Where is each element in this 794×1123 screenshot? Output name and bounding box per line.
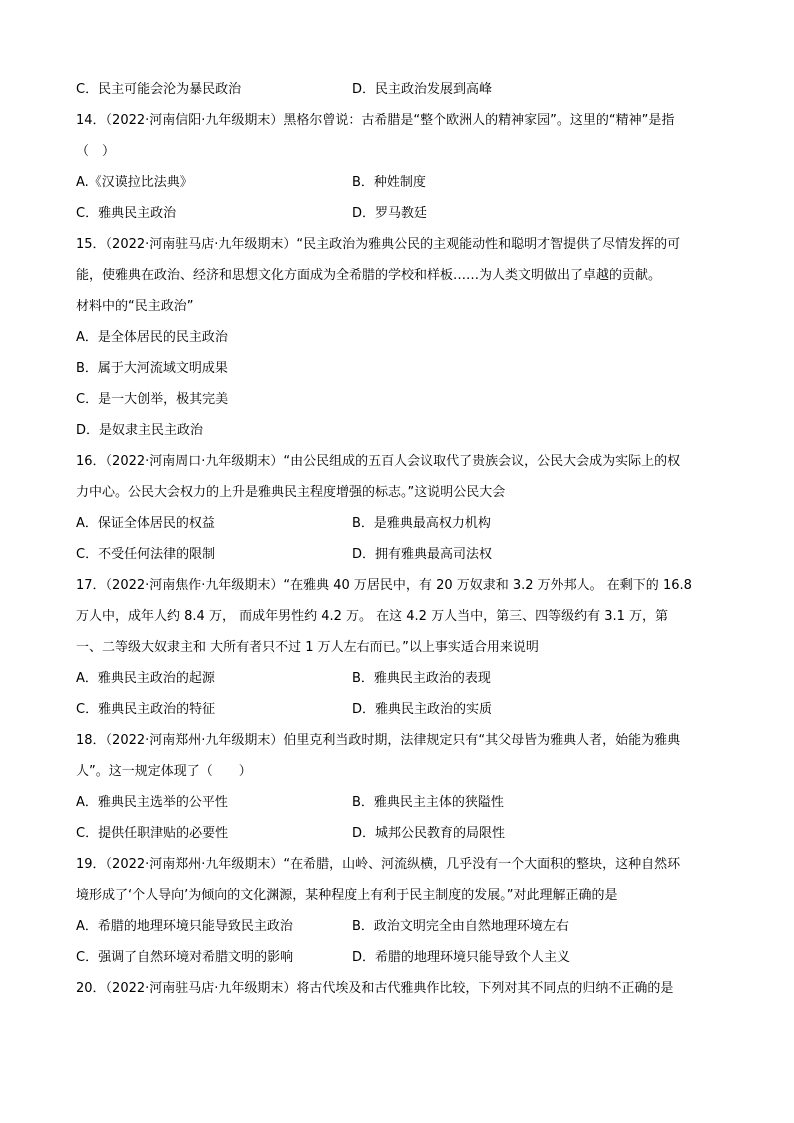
- text-line: D．是奴隶主民主政治: [76, 423, 204, 438]
- text-line: B．属于大河流域文明成果: [76, 361, 228, 376]
- option-right: D．罗马教廷: [352, 206, 428, 221]
- option-right: D．城邦公民教育的局限性: [352, 826, 506, 841]
- option-row: [76, 793, 716, 813]
- question-list: [76, 80, 716, 1010]
- text-line: 19．（2022·河南郑州·九年级期末）“在希腊，山岭、河流纵横，几乎没有一个大面积的整块，这种自然环: [76, 857, 681, 872]
- option-row: [76, 204, 716, 224]
- option-left: A.《汉谟拉比法典》: [76, 175, 193, 190]
- option-right: D．民主政治发展到高峰: [352, 82, 493, 97]
- option-left: C．雅典民主政治的特征: [76, 702, 216, 717]
- text-line: C．是一大创举，极其完美: [76, 392, 229, 407]
- option-left: A．雅典民主政治的起源: [76, 671, 215, 686]
- option-right: D．希腊的地理环境只能导致个人主义: [352, 950, 571, 965]
- text-line: 15．（2022·河南驻马店·九年级期末）“民主政治为雅典公民的主观能动性和聪明才智提供了尽情发挥的可: [76, 237, 681, 252]
- option-left: C．民主可能会沦为暴民政治: [76, 82, 242, 97]
- option-left: C．强调了自然环境对希腊文明的影响: [76, 950, 294, 965]
- option-right: B．雅典民主政治的表现: [352, 671, 491, 686]
- text-line: A．是全体居民的民主政治: [76, 330, 228, 345]
- text-line: 力中心。公民大会权力的上升是雅典民主程度增强的标志。”这说明公民大会: [76, 485, 506, 500]
- option-left: C．雅典民主政治: [76, 206, 177, 221]
- option-right: D．拥有雅典最高司法权: [352, 547, 493, 562]
- text-line: 能，使雅典在政治、经济和思想文化方面成为全希腊的学校和样板……为人类文明做出了卓越的贡献。: [76, 268, 662, 283]
- option-right: B．政治文明完全由自然地理环境左右: [352, 919, 569, 934]
- option-row: [76, 173, 716, 193]
- option-row: [76, 80, 716, 100]
- text-line: 境形成了‘个人导向’为倾向的文化渊源，某种程度上有利于民主制度的发展。”对此理解正确的是: [76, 888, 618, 903]
- text-line: 万人中，成年人约 8.4 万， 而成年男性约 4.2 万。 在这 4.2 万人当中，第三、四等级约有 3.1 万，第: [76, 609, 669, 624]
- text-line: 人”。这一规定体现了（ ）: [76, 764, 252, 779]
- text-line: （ ）: [76, 144, 116, 159]
- text-line: 材料中的“民主政治”: [76, 299, 194, 314]
- option-left: C．提供任职津贴的必要性: [76, 826, 229, 841]
- option-row: [76, 514, 716, 534]
- text-line: 16．（2022·河南周口·九年级期末）“由公民组成的五百人会议取代了贵族会议，公民大会成为实际上的权: [76, 454, 681, 469]
- option-right: D．雅典民主政治的实质: [352, 702, 493, 717]
- option-right: B．种姓制度: [352, 175, 426, 190]
- text-line: 20．（2022·河南驻马店·九年级期末）将古代埃及和古代雅典作比较，下列对其不同点的归纳不正确的是: [76, 981, 674, 996]
- option-row: [76, 669, 716, 689]
- option-row: [76, 700, 716, 720]
- option-right: B．雅典民主主体的狭隘性: [352, 795, 504, 810]
- option-row: [76, 948, 716, 968]
- text-line: 17．（2022·河南焦作·九年级期末）“在雅典 40 万居民中，有 20 万奴隶和 3.2 万外邦人。 在剩下的 16.8: [76, 578, 692, 593]
- option-row: [76, 917, 716, 937]
- option-row: [76, 824, 716, 844]
- option-left: A．希腊的地理环境只能导致民主政治: [76, 919, 293, 934]
- option-left: A．保证全体居民的权益: [76, 516, 215, 531]
- text-line: 18．（2022·河南郑州·九年级期末）伯里克利当政时期，法律规定只有“其父母皆为雅典人者，始能为雅典: [76, 733, 681, 748]
- option-left: C．不受任何法律的限制: [76, 547, 216, 562]
- text-line: 14．（2022·河南信阳·九年级期末）黑格尔曾说：古希腊是“整个欧洲人的精神家园”。这里的“精神”是指: [76, 113, 675, 128]
- option-left: A．雅典民主选举的公平性: [76, 795, 228, 810]
- option-row: [76, 545, 716, 565]
- option-right: B．是雅典最高权力机构: [352, 516, 491, 531]
- text-line: 一、二等级大奴隶主和 大所有者只不过 1 万人左右而已。”以上事实适合用来说明: [76, 640, 539, 655]
